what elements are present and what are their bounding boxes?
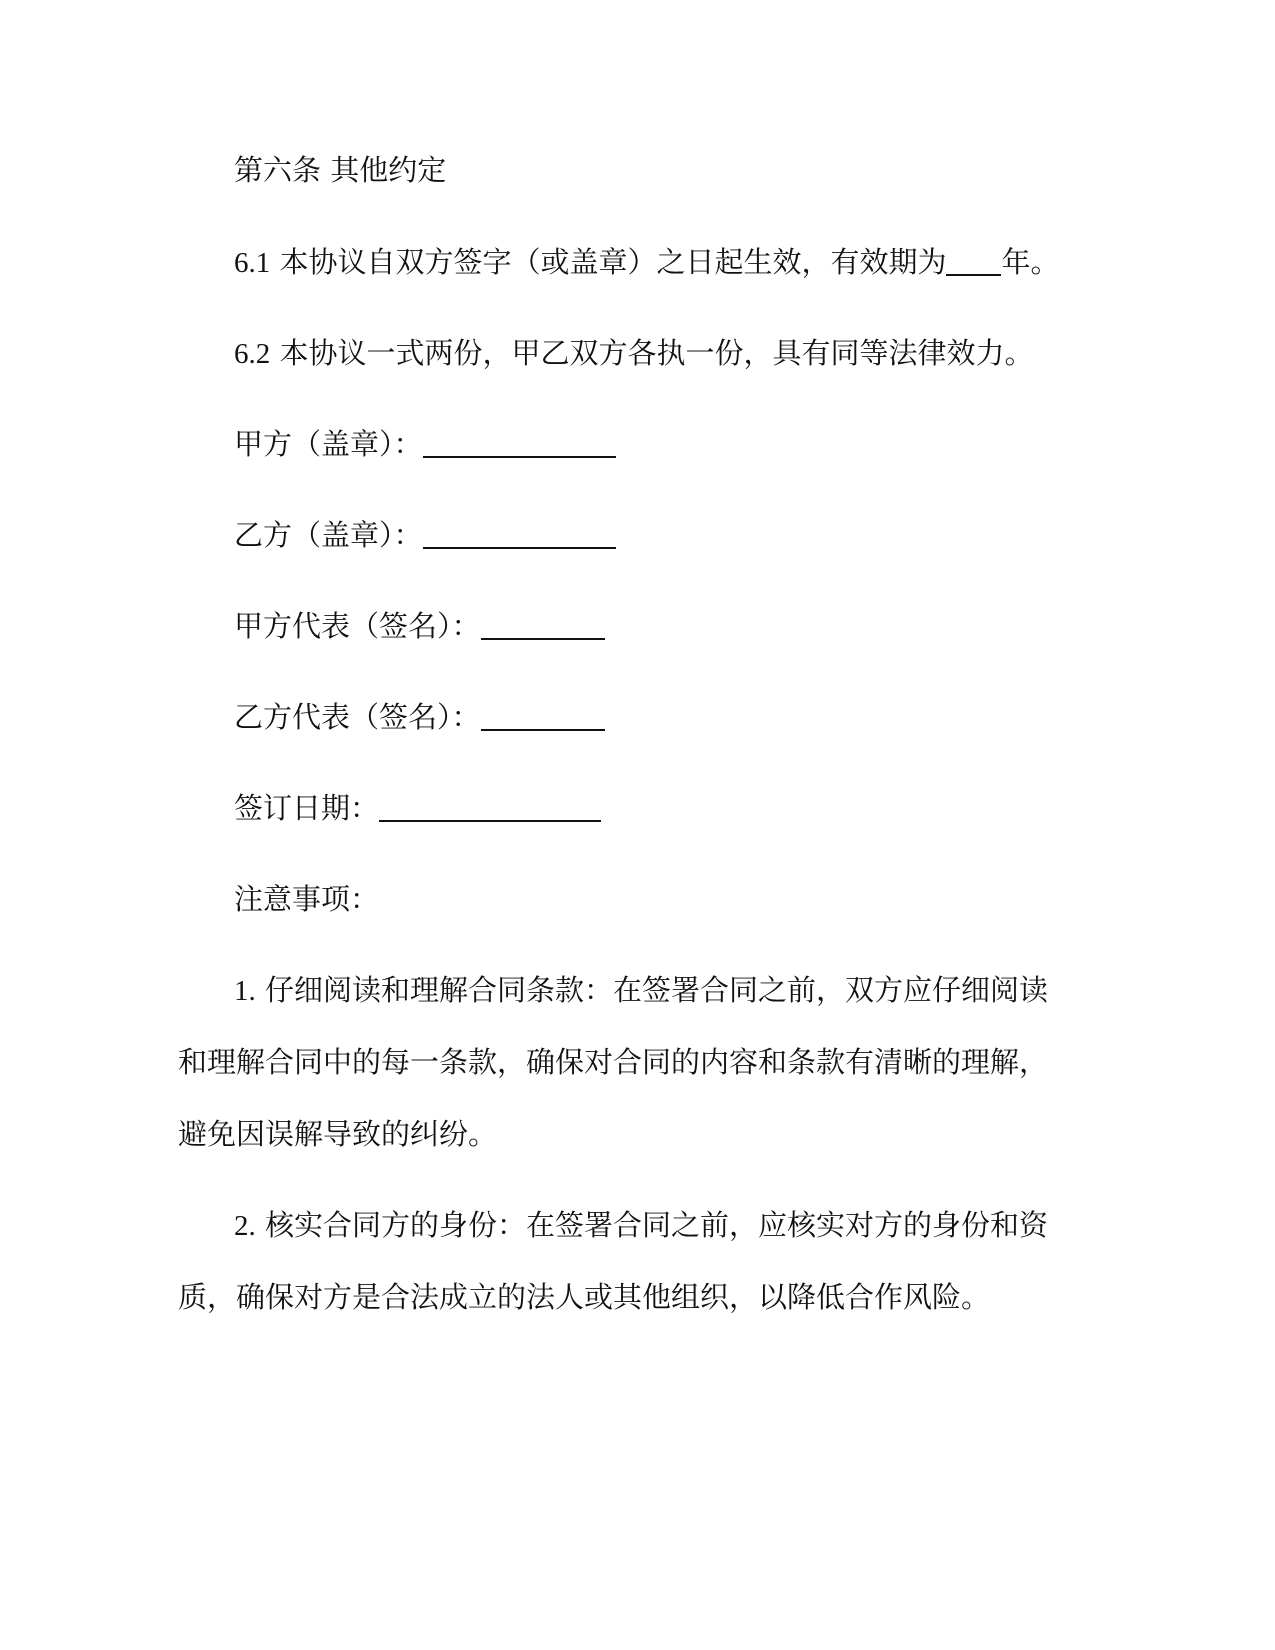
party-a-rep-blank[interactable] [481,610,605,640]
section-heading: 第六条 其他约定 [234,153,447,187]
party-b-seal-label: 乙方（盖章）： [234,518,423,552]
clause-text: 本协议自双方签字（或盖章）之日起生效，有效期为 [279,245,947,279]
party-a-rep-line [234,606,605,646]
note-1-line-2: 和理解合同中的每一条款，确保对合同的内容和条款有清晰的理解， [178,1045,1049,1079]
notes-heading: 注意事项： [234,882,380,916]
party-b-rep-label: 乙方代表（签名）： [234,700,481,734]
validity-years-blank[interactable] [946,246,1001,276]
clause-6-1 [234,242,1060,283]
note-text: 核实合同方的身份：在签署合同之前，应核实对方的身份和资 [264,1208,1048,1242]
party-b-rep-line [234,697,605,737]
party-a-seal-line [234,424,616,464]
clause-text-end: 年。 [1001,245,1060,279]
sign-date-blank[interactable] [379,792,601,822]
note-text: 仔细阅读和理解合同条款：在签署合同之前，双方应仔细阅读 [264,973,1048,1007]
party-b-seal-line [234,515,616,555]
note-number: 1. [234,975,256,1007]
note-1-line-1 [234,970,1048,1011]
clause-6-2 [234,333,1033,374]
note-1-line-3: 避免因误解导致的纠纷。 [178,1117,498,1151]
party-a-seal-blank[interactable] [423,428,616,458]
note-2-line-2: 质，确保对方是合法成立的法人或其他组织，以降低合作风险。 [178,1280,991,1314]
clause-number: 6.1 [234,247,271,279]
note-number: 2. [234,1210,256,1242]
party-b-rep-blank[interactable] [481,701,605,731]
sign-date-label: 签订日期： [234,791,380,825]
clause-number: 6.2 [234,338,271,370]
party-b-seal-blank[interactable] [423,519,616,549]
note-2-line-1 [234,1205,1048,1246]
clause-text: 本协议一式两份，甲乙双方各执一份，具有同等法律效力。 [279,336,1034,370]
party-a-seal-label: 甲方（盖章）： [234,427,423,461]
sign-date-line [234,788,601,828]
party-a-rep-label: 甲方代表（签名）： [234,609,481,643]
